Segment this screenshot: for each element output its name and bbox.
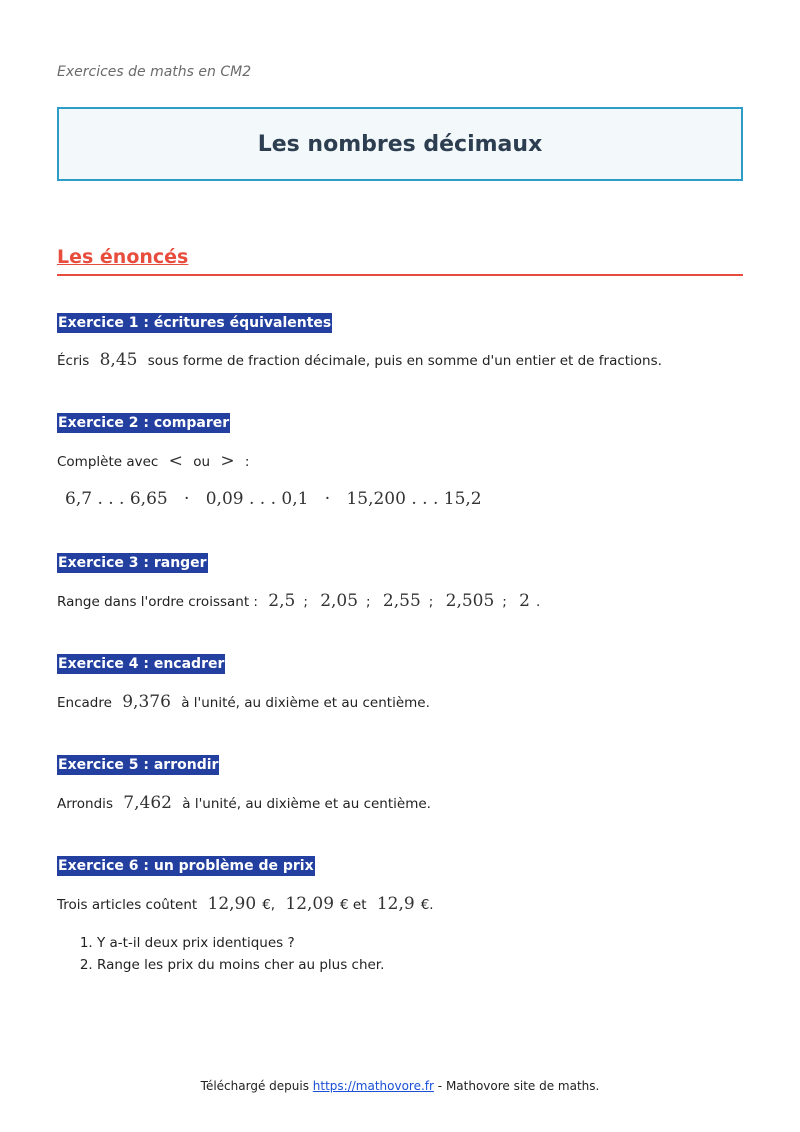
value-item: 2,5 <box>268 591 296 611</box>
exercise-5-verb: Arrondis <box>57 796 113 812</box>
semicolon: ; <box>303 594 308 610</box>
exercise-3-text <box>57 591 540 612</box>
less-than-symbol: < <box>168 451 183 471</box>
page-title: Les nombres décimaux <box>257 131 543 157</box>
euro-1: €, <box>262 897 276 913</box>
exercise-3-heading: Exercice 3 : ranger <box>58 555 207 571</box>
semicolon: ; <box>502 594 507 610</box>
price-1: 12,90 <box>207 894 257 914</box>
comparison-item: 6,7 . . . 6,65 <box>65 489 168 509</box>
exercise-6-questions <box>77 932 384 976</box>
exercise-5-number: 7,462 <box>123 793 172 813</box>
exercise-6-heading: Exercice 6 : un problème de prix <box>58 858 314 874</box>
section-title: Les énoncés <box>57 246 743 276</box>
exercise-4-number: 9,376 <box>122 692 171 712</box>
separator-dot: · <box>324 489 331 509</box>
price-3: 12,9 <box>376 894 415 914</box>
value-item: 2 <box>519 591 530 611</box>
exercise-1-verb: Écris <box>57 353 90 369</box>
exercise-2-instruction: Complète avec <box>57 454 159 470</box>
value-item: 2,05 <box>320 591 359 611</box>
footer <box>0 1079 800 1093</box>
or-word: ou <box>193 454 211 470</box>
exercise-2-heading: Exercice 2 : comparer <box>58 415 230 431</box>
footer-link[interactable]: https://mathovore.fr <box>312 1079 434 1093</box>
semicolon: ; <box>428 594 434 610</box>
exercise-1-heading: Exercice 1 : écritures équivalentes <box>58 315 332 331</box>
exercise-6-intro: Trois articles coûtent <box>57 897 198 913</box>
question-item: 1. Y a-t-il deux prix identiques ? <box>97 932 384 954</box>
exercise-5-heading: Exercice 5 : arrondir <box>58 757 219 773</box>
period: . <box>535 594 541 610</box>
exercise-1-instruction: sous forme de fraction décimale, puis en somme d'un entier et de fractions. <box>147 353 662 369</box>
title-box <box>57 107 743 181</box>
exercise-6-text <box>57 894 434 915</box>
exercise-5-instruction: à l'unité, au dixième et au centième. <box>182 796 431 812</box>
semicolon: ; <box>366 594 371 610</box>
comparison-item: 0,09 . . . 0,1 <box>205 489 309 509</box>
value-item: 2,505 <box>445 591 495 611</box>
price-2: 12,09 <box>285 894 335 914</box>
exercise-2-comparisons <box>65 489 488 510</box>
value-item: 2,55 <box>382 591 421 611</box>
euro-2: € et <box>340 897 367 913</box>
exercise-1-number: 8,45 <box>99 350 138 370</box>
exercise-3-instruction: Range dans l'ordre croissant : <box>57 594 258 610</box>
subject-label: Exercices de maths en CM2 <box>57 64 252 80</box>
greater-than-symbol: > <box>220 451 235 471</box>
exercise-1-text <box>57 350 662 371</box>
exercise-4-instruction: à l'unité, au dixième et au centième. <box>181 695 430 711</box>
comparison-item: 15,200 . . . 15,2 <box>346 489 482 509</box>
footer-suffix: - Mathovore site de maths. <box>437 1079 600 1093</box>
exercise-2-text <box>57 451 249 472</box>
separator-dot: · <box>184 489 190 509</box>
colon: : <box>244 454 250 470</box>
footer-prefix: Téléchargé depuis <box>200 1079 309 1093</box>
exercise-4-text <box>57 692 430 713</box>
exercise-4-heading: Exercice 4 : encadrer <box>58 656 225 672</box>
euro-3: €. <box>420 897 434 913</box>
question-item: 2. Range les prix du moins cher au plus cher. <box>97 954 384 976</box>
exercise-5-text <box>57 793 431 814</box>
exercise-4-verb: Encadre <box>57 695 112 711</box>
